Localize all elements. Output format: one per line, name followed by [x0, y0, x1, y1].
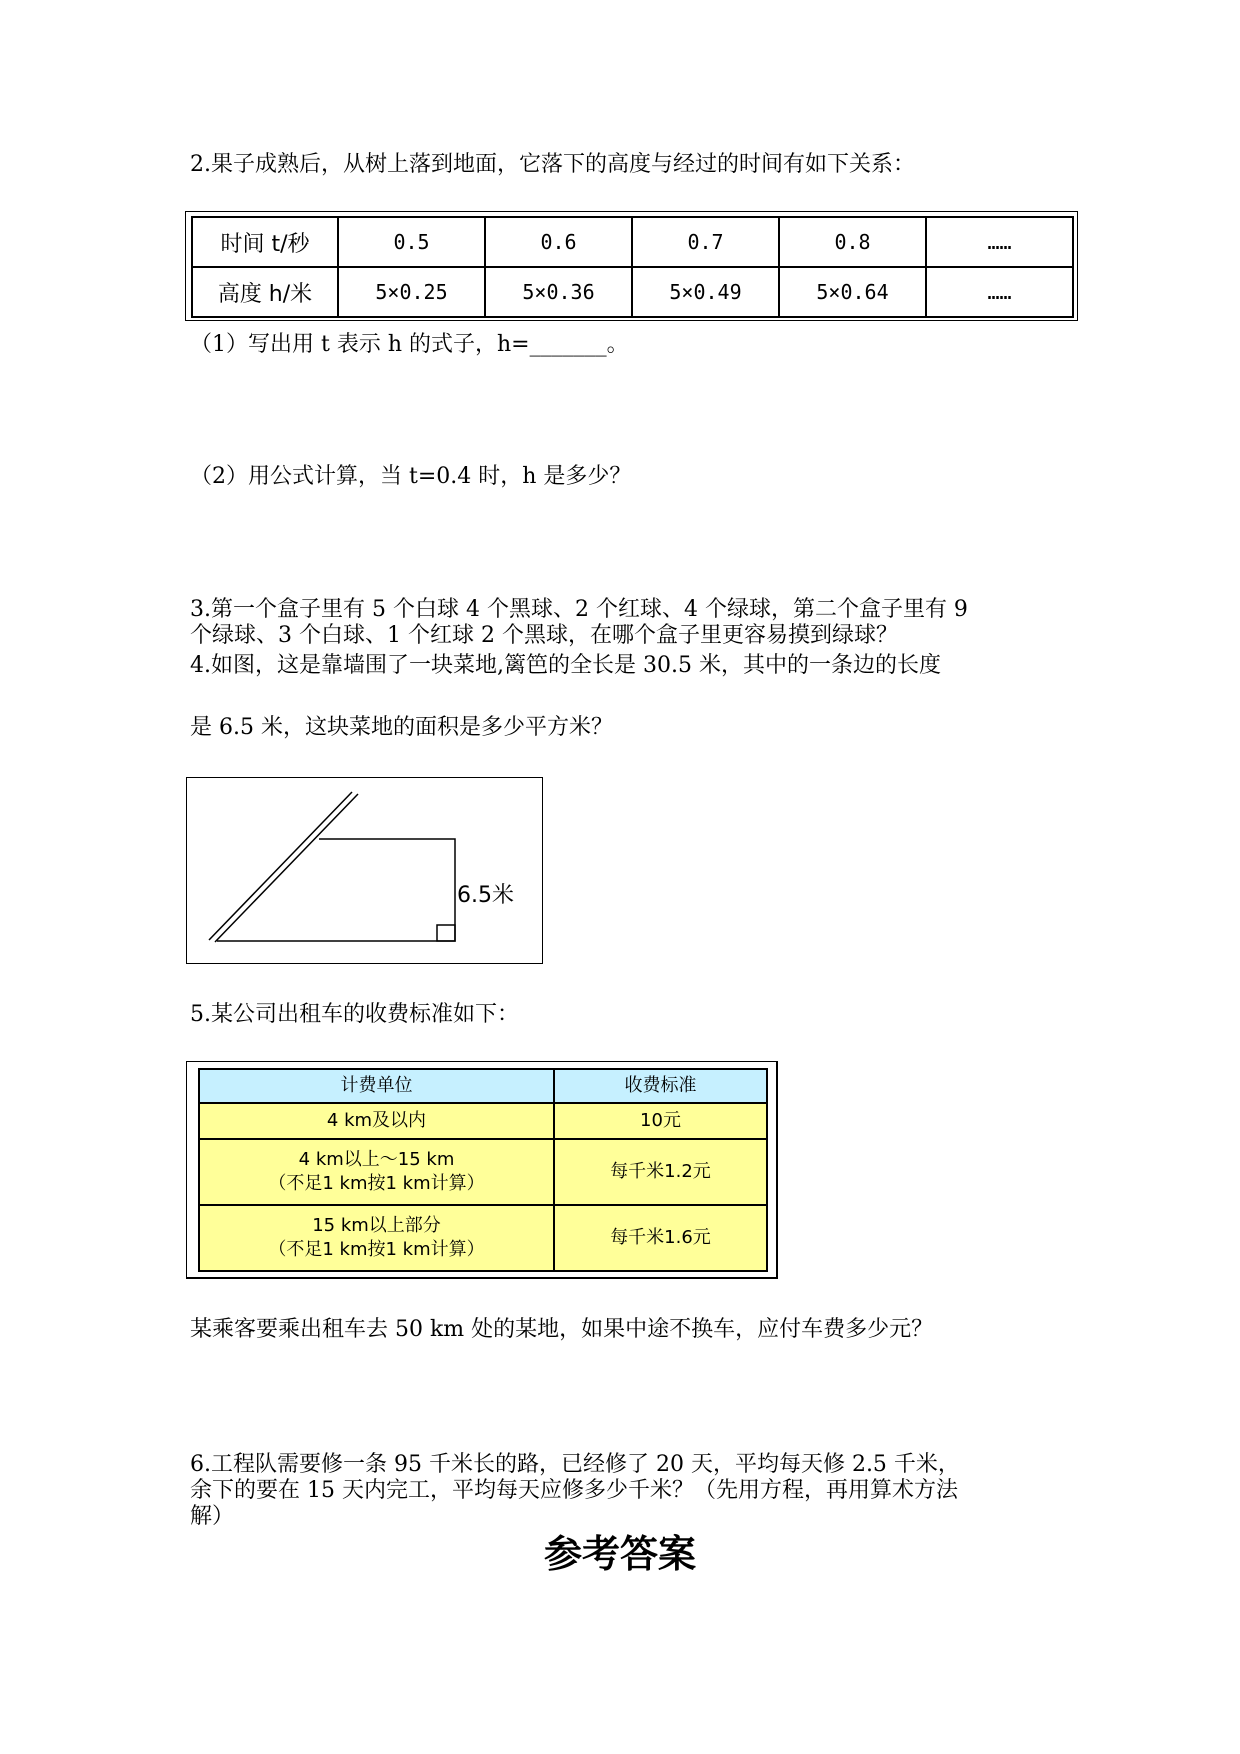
taxi-fee-table [198, 1068, 768, 1272]
unit-text: 4 km以上～15 km [298, 1149, 455, 1170]
wall-line-outer [209, 792, 352, 940]
q6-line1: 6.工程队需要修一条 95 千米长的路，已经修了 20 天，平均每天修 2.5 千米， [190, 1452, 960, 1477]
q2-title: 2.果子成熟后，从树上落到地面，它落下的高度与经过的时间有如下关系： [190, 152, 915, 177]
table-cell: 5×0.36 [485, 267, 632, 317]
fee-cell: 10元 [554, 1103, 767, 1139]
q2-sub2: （2）用公式计算，当 t=0.4 时，h 是多少？ [190, 464, 632, 489]
table-cell: 高度 h/米 [192, 267, 338, 317]
q4-line1: 4.如图，这是靠墙围了一块菜地,篱笆的全长是 30.5 米，其中的一条边的长度 [190, 653, 941, 678]
table-cell: 0.5 [338, 217, 485, 267]
unit-note: （不足1 km按1 km计算） [268, 1239, 485, 1260]
fence-outline [217, 839, 455, 941]
header-unit: 计费单位 [199, 1069, 554, 1103]
table-cell: …… [926, 267, 1073, 317]
q5-title: 5.某公司出租车的收费标准如下： [190, 1002, 519, 1027]
q5-question: 某乘客要乘出租车去 50 km 处的某地，如果中途不换车，应付车费多少元？ [190, 1317, 934, 1342]
table-cell: …… [926, 217, 1073, 267]
taxi-fee-table-frame [186, 1061, 778, 1279]
plot-diagram [187, 778, 542, 963]
unit-cell [199, 1103, 554, 1139]
unit-cell [199, 1205, 554, 1271]
time-height-table-frame [185, 211, 1078, 321]
table-row [199, 1205, 767, 1271]
table-row [192, 267, 1073, 317]
table-cell: 时间 t/秒 [192, 217, 338, 267]
unit-cell [199, 1139, 554, 1205]
table-cell: 5×0.64 [779, 267, 926, 317]
fee-cell: 每千米1.6元 [554, 1205, 767, 1271]
q2-sub1: （1）写出用 t 表示 h 的式子，h=_______。 [190, 332, 629, 357]
q6-line2: 余下的要在 15 天内完工，平均每天应修多少千米？（先用方程，再用算术方法 [190, 1478, 958, 1503]
vegetable-plot-figure [186, 777, 543, 964]
time-height-table [191, 216, 1074, 318]
table-cell: 0.6 [485, 217, 632, 267]
q3-line1: 3.第一个盒子里有 5 个白球 4 个黑球、2 个红球、4 个绿球，第二个盒子里有 9 [190, 597, 968, 622]
answer-section-title: 参考答案 [543, 1532, 696, 1576]
q4-line2: 是 6.5 米，这块菜地的面积是多少平方米？ [190, 715, 613, 740]
table-cell: 0.7 [632, 217, 779, 267]
fee-cell: 每千米1.2元 [554, 1139, 767, 1205]
unit-text: 15 km以上部分 [312, 1215, 441, 1236]
right-angle-mark [437, 925, 455, 941]
q6-line3: 解） [190, 1504, 235, 1529]
table-cell: 0.8 [779, 217, 926, 267]
table-cell: 5×0.49 [632, 267, 779, 317]
table-header-row [199, 1069, 767, 1103]
q3-line2: 个绿球、3 个白球、1 个红球 2 个黑球，在哪个盒子里更容易摸到绿球？ [190, 623, 898, 648]
table-row [192, 217, 1073, 267]
table-cell: 5×0.25 [338, 267, 485, 317]
wall-line-inner [215, 794, 358, 942]
table-row [199, 1139, 767, 1205]
table-row [199, 1103, 767, 1139]
side-length-label: 6.5米 [457, 883, 514, 908]
unit-note: （不足1 km按1 km计算） [268, 1173, 485, 1194]
header-fee: 收费标准 [554, 1069, 767, 1103]
unit-text: 4 km及以内 [326, 1110, 427, 1131]
